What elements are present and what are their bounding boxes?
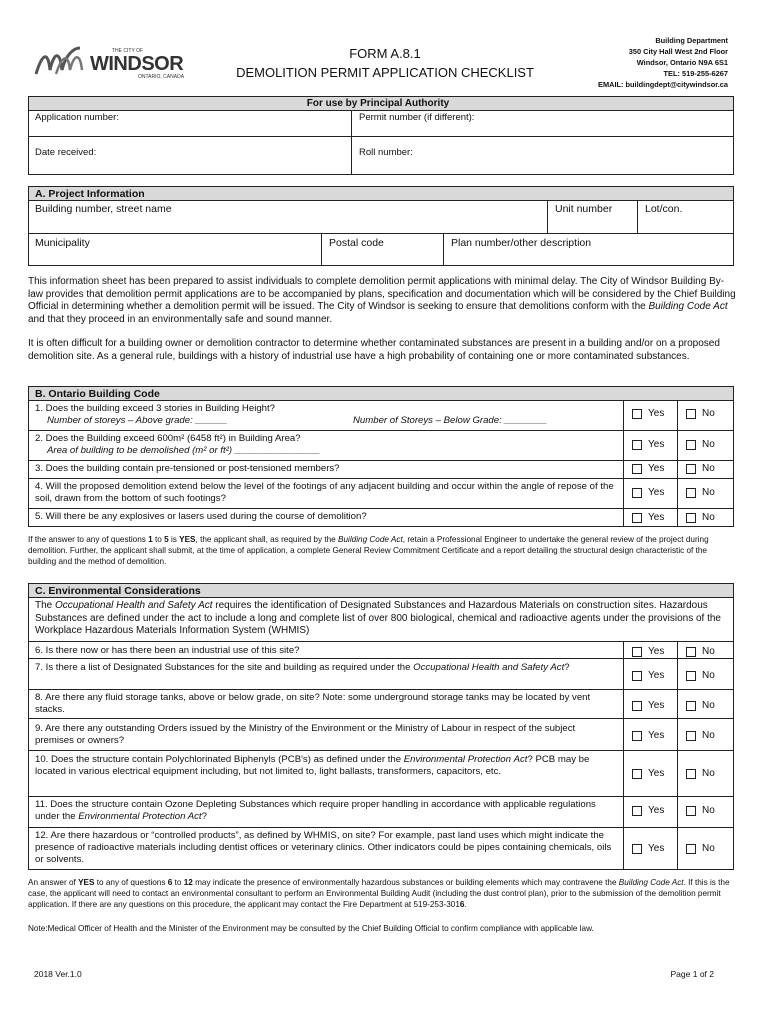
authority-box — [28, 96, 734, 175]
c-q2-no-checkbox[interactable] — [686, 700, 715, 711]
checkbox-box[interactable] — [632, 647, 642, 657]
b-q3-no-checkbox[interactable] — [686, 487, 715, 498]
c-q3-no-checkbox[interactable] — [686, 730, 715, 741]
divider — [547, 201, 548, 233]
checkbox-box[interactable] — [686, 671, 696, 681]
checkbox-label: Yes — [648, 408, 665, 419]
checkbox-box[interactable] — [632, 701, 642, 711]
b-q1-no-checkbox[interactable] — [686, 439, 715, 450]
checkbox-box[interactable] — [686, 806, 696, 816]
divider — [29, 641, 733, 642]
dept-tel: TEL: 519-255-6267 — [663, 69, 728, 78]
checkbox-box[interactable] — [632, 464, 642, 474]
divider — [29, 658, 733, 659]
checkbox-box[interactable] — [686, 731, 696, 741]
checkbox-label: Yes — [648, 512, 665, 523]
storeys-above-field[interactable]: Number of storeys – Above grade: ______ — [47, 415, 228, 426]
lot-con-field[interactable]: Lot/con. — [645, 203, 683, 215]
roll-number-field[interactable]: Roll number: — [359, 147, 413, 158]
divider — [29, 827, 733, 828]
checkbox-box[interactable] — [632, 671, 642, 681]
c-q0-yes-checkbox[interactable] — [632, 646, 664, 657]
checkbox-box[interactable] — [632, 513, 642, 523]
logo-main-text: WINDSOR — [90, 53, 184, 75]
plan-number-field[interactable]: Plan number/other description — [451, 237, 592, 249]
checkbox-label: Yes — [648, 843, 665, 854]
checkbox-label: No — [702, 512, 715, 523]
c-q3-yes-checkbox[interactable] — [632, 730, 664, 741]
checkbox-box[interactable] — [686, 647, 696, 657]
storeys-below-field[interactable]: Number of Storeys – Below Grade: ________ — [353, 415, 548, 426]
checkbox-label: Yes — [648, 730, 665, 741]
checkbox-label: No — [702, 805, 715, 816]
checkbox-label: No — [702, 463, 715, 474]
dept-address: 350 City Hall West 2nd Floor — [628, 47, 728, 56]
section-c-title: C. Environmental Considerations — [29, 584, 733, 598]
dept-name: Building Department — [655, 36, 728, 45]
area-demolished-field[interactable]: Area of building to be demolished (m² or ft²) ________________ — [47, 445, 321, 456]
checkbox-label: Yes — [648, 768, 665, 779]
divider — [29, 689, 733, 690]
divider — [351, 110, 352, 174]
section-b-title: B. Ontario Building Code — [29, 387, 733, 401]
checkbox-box[interactable] — [686, 409, 696, 419]
checkbox-label: No — [702, 670, 715, 681]
intro-paragraph-1 — [28, 276, 736, 326]
checkbox-label: Yes — [648, 805, 665, 816]
dept-city: Windsor, Ontario N9A 6S1 — [636, 58, 728, 67]
checkbox-label: Yes — [648, 670, 665, 681]
b-q0-yes-checkbox[interactable] — [632, 408, 664, 419]
divider — [637, 201, 638, 233]
project-info-box — [28, 186, 734, 266]
c-q4-yes-checkbox[interactable] — [632, 768, 664, 779]
b-q0-no-checkbox[interactable] — [686, 408, 715, 419]
divider — [29, 718, 733, 719]
question-6: 6. Is there now or has there been an industrial use of this site? — [35, 645, 300, 656]
question-1-text: 1. Does the building exceed 3 stories in Building Height? — [35, 403, 275, 414]
c-q0-no-checkbox[interactable] — [686, 646, 715, 657]
question-5: 5. Will there be any explosives or lasers used during the course of demolition? — [35, 511, 367, 522]
checkbox-label: Yes — [648, 439, 665, 450]
divider — [29, 430, 733, 431]
question-9: 9. Are there any outstanding Orders issued by the Ministry of the Environment or the Ministry of Labour in respect of the subject premises or owners? — [35, 723, 576, 746]
checkbox-label: No — [702, 700, 715, 711]
divider — [29, 136, 733, 137]
c-q5-no-checkbox[interactable] — [686, 805, 715, 816]
b-q3-yes-checkbox[interactable] — [632, 487, 664, 498]
b-q4-yes-checkbox[interactable] — [632, 512, 664, 523]
form-title-block — [220, 44, 550, 82]
section-b-note-text: If the answer to any of questions 1 to 5 is YES, the applicant shall, as required by the Building Code Act, retain a Professional Engineer to undertake the general review of the project during demolition. Further, the applicant shall submit, at the time of application, a complete General Review Commitment Certificate and a report detailing the structural design characteristic of the building and the method of demolition. — [28, 535, 709, 566]
checkbox-label: Yes — [648, 463, 665, 474]
divider — [677, 641, 678, 869]
c-q5-yes-checkbox[interactable] — [632, 805, 664, 816]
intro-paragraph-2: It is often difficult for a building owner or demolition contractor to determine whether contaminated substances are present in a building and/or on a proposed demolition site. As a general rule, buildings with a history of industrial use have a high probability of containing one or more contaminated substances. — [28, 338, 720, 362]
checkbox-label: No — [702, 843, 715, 854]
building-street-field[interactable]: Building number, street name — [35, 203, 172, 215]
b-q1-yes-checkbox[interactable] — [632, 439, 664, 450]
checkbox-box[interactable] — [686, 844, 696, 854]
permit-number-field[interactable]: Permit number (if different): — [359, 112, 475, 123]
section-c-intro — [35, 600, 729, 638]
section-c-note-text: An answer of YES to any of questions 6 to 12 may indicate the presence of environmentally hazardous substances or building elements which may contravene the Building Code Act. If this is the case, the applicant will need to contact an environmental consultant to perform an Environmental Building Audit (including the dust control plan), prior to the submission of the demolition permit application. If there are any questions on this procedure, the applicant may contact the Fire Department at 519-253-3016. — [28, 878, 730, 909]
section-c-intro-text: The Occupational Health and Safety Act requires the identification of Designated Substances and Hazardous Materials on construction sites. Hazardous Substances are defined under the act to include a long and complete list of over 800 biological, chemical and radioactive agents under the provisions of the Workplace Hazardous Materials Information System (WHMIS) — [35, 600, 721, 636]
checkbox-label: No — [702, 487, 715, 498]
municipality-field[interactable]: Municipality — [35, 237, 90, 249]
divider — [29, 233, 733, 234]
question-8: 8. Are there any fluid storage tanks, above or below grade, on site? Note: some underground storage tanks may be located by vent stacks. — [35, 692, 591, 715]
checkbox-box[interactable] — [686, 440, 696, 450]
question-11 — [35, 799, 615, 823]
postal-code-field[interactable]: Postal code — [329, 237, 384, 249]
checkbox-box[interactable] — [632, 440, 642, 450]
divider — [29, 460, 733, 461]
question-11-text: 11. Does the structure contain Ozone Depleting Substances which require proper handling in accordance with applicable regulations under the Environmental Protection Act? — [35, 799, 596, 822]
checkbox-box[interactable] — [686, 513, 696, 523]
question-10 — [35, 754, 615, 778]
section-b-box — [28, 386, 734, 527]
c-q6-no-checkbox[interactable] — [686, 843, 715, 854]
section-c-note — [28, 878, 736, 910]
divider — [29, 750, 733, 751]
checkbox-box[interactable] — [686, 488, 696, 498]
checkbox-box[interactable] — [632, 806, 642, 816]
c-q6-yes-checkbox[interactable] — [632, 843, 664, 854]
question-7-text: 7. Is there a list of Designated Substances for the site and building as required under the Occupational Health and Safety Act? — [35, 662, 570, 673]
logo-sub-text: ONTARIO, CANADA — [138, 74, 185, 80]
checkbox-label: Yes — [648, 487, 665, 498]
checkbox-box[interactable] — [632, 769, 642, 779]
footer-page: Page 1 of 2 — [670, 969, 714, 979]
question-12: 12. Are there hazardous or “controlled products”, as defined by WHMIS, on site? For example, past land uses which might indicate the presence of radioactive materials including dentist offices or veterinary clinics. Other indicators could be pipes containing chemicals, oils or solvents. — [35, 830, 612, 865]
footer-version: 2018 Ver.1.0 — [34, 969, 82, 979]
divider — [443, 233, 444, 265]
windsor-logo — [34, 44, 189, 80]
divider — [321, 233, 322, 265]
application-number-field[interactable]: Application number: — [35, 112, 119, 123]
question-10-text: 10. Does the structure contain Polychlorinated Biphenyls (PCB's) as defined under the Environmental Protection Act? PCB may be located in various electrical equipment including, but not limited to, light ballasts, transformers, capacitors, etc. — [35, 754, 590, 777]
checkbox-box[interactable] — [632, 731, 642, 741]
b-q4-no-checkbox[interactable] — [686, 512, 715, 523]
dept-email: EMAIL: buildingdept@citywindsor.ca — [598, 80, 728, 89]
checkbox-label: No — [702, 768, 715, 779]
divider — [29, 508, 733, 509]
form-title: DEMOLITION PERMIT APPLICATION CHECKLIST — [236, 65, 534, 80]
question-4: 4. Will the proposed demolition extend below the level of the footings of any adjacent building and occur within the angle of repose of the soil, drawn from the bottom of such footings? — [35, 481, 614, 504]
checkbox-box[interactable] — [632, 844, 642, 854]
question-3: 3. Does the building contain pre-tensioned or post-tensioned members? — [35, 463, 340, 474]
project-info-title: A. Project Information — [29, 187, 733, 201]
form-number: FORM A.8.1 — [349, 46, 421, 61]
b-q2-no-checkbox[interactable] — [686, 463, 715, 474]
checkbox-label: No — [702, 646, 715, 657]
checkbox-label: No — [702, 439, 715, 450]
c-q1-no-checkbox[interactable] — [686, 670, 715, 681]
c-q4-no-checkbox[interactable] — [686, 768, 715, 779]
b-q2-yes-checkbox[interactable] — [632, 463, 664, 474]
question-7 — [35, 662, 615, 674]
divider — [623, 641, 624, 869]
section-b-note — [28, 535, 736, 567]
checkbox-box[interactable] — [686, 464, 696, 474]
c-q1-yes-checkbox[interactable] — [632, 670, 664, 681]
divider — [29, 478, 733, 479]
checkbox-box[interactable] — [632, 409, 642, 419]
question-2 — [35, 433, 615, 457]
date-received-field[interactable]: Date received: — [35, 147, 97, 158]
c-q2-yes-checkbox[interactable] — [632, 700, 664, 711]
checkbox-box[interactable] — [686, 701, 696, 711]
checkbox-box[interactable] — [686, 769, 696, 779]
section-c-box — [28, 583, 734, 870]
section-c-note-2: Note:Medical Officer of Health and the Minister of the Environment may be consulted by the Chief Building Official to confirm compliance with applicable law. — [28, 924, 594, 933]
checkbox-label: No — [702, 730, 715, 741]
checkbox-label: No — [702, 408, 715, 419]
logo-small-text: THE CITY OF — [112, 48, 144, 54]
checkbox-label: Yes — [648, 700, 665, 711]
authority-title: For use by Principal Authority — [29, 97, 733, 111]
unit-number-field[interactable]: Unit number — [555, 203, 613, 215]
question-1 — [35, 403, 615, 427]
department-info — [598, 35, 728, 90]
checkbox-label: Yes — [648, 646, 665, 657]
intro-text-1: This information sheet has been prepared to assist individuals to complete demolition permit applications with minimal delay. The City of Windsor Building By-law provides that demolition permit applications are to be accompanied by plans, specification and documentation which will be considered by the Chief Building Official in determining whether a demolition permit will be issued. The City of Windsor is seeking to ensure that demolitions conform with the Building Code Act and that they proceed in an environmentally safe and sound manner. — [28, 276, 736, 325]
question-2-text: 2. Does the Building exceed 600m² (6458 ft²) in Building Area? — [35, 433, 301, 444]
divider — [29, 796, 733, 797]
checkbox-box[interactable] — [632, 488, 642, 498]
